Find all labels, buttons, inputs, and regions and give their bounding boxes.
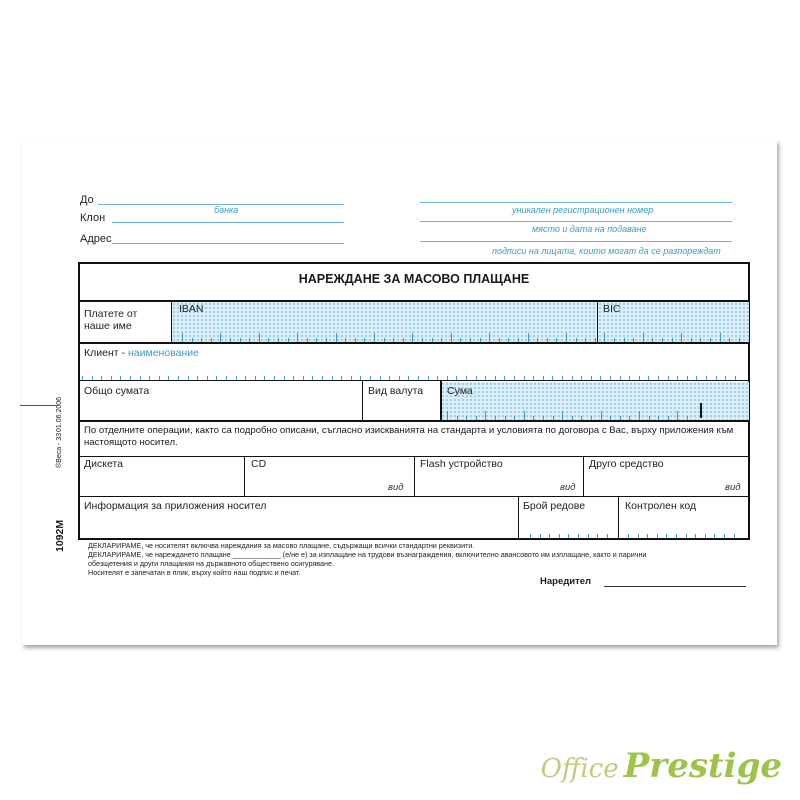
digit-tick: [610, 376, 611, 380]
digit-tick: [101, 376, 102, 380]
declaration-3: обезщетения и други плащания на държавното обществено осигуряване.: [88, 559, 334, 568]
payer-divider: [171, 301, 172, 343]
digit-tick: [226, 376, 227, 380]
digit-tick: [264, 376, 265, 380]
signatures-line[interactable]: [420, 241, 732, 242]
media-row-divider: [78, 496, 750, 497]
digit-tick: [540, 534, 541, 538]
client-label: Клиент -: [84, 347, 125, 359]
digit-tick: [408, 376, 409, 380]
digit-tick: [284, 376, 285, 380]
digit-tick: [528, 333, 529, 342]
digit-tick: [192, 338, 193, 342]
digit-tick: [647, 534, 648, 538]
digit-tick: [547, 338, 548, 342]
diskette-label: Дискета: [84, 458, 123, 470]
digit-tick: [211, 338, 212, 342]
digit-tick: [441, 338, 442, 342]
digit-tick: [297, 333, 298, 342]
digit-tick: [274, 376, 275, 380]
digit-tick: [92, 376, 93, 380]
digit-tick: [120, 376, 121, 380]
office-prestige-logo: [541, 746, 782, 786]
digit-tick: [457, 416, 458, 420]
digit-tick: [259, 333, 260, 342]
cd-type-hint: вид: [388, 482, 404, 493]
other-divider: [583, 456, 584, 496]
digit-tick: [476, 416, 477, 420]
digit-tick: [480, 338, 481, 342]
digit-tick: [197, 376, 198, 380]
print-date: 01.06.2006: [56, 396, 63, 432]
digit-tick: [418, 376, 419, 380]
declaration-2: ДЕКЛАРИРАМЕ, че нареждането плащане ____________ (е/не е) за изплащане на трудови възнаграждения, включително авансовото им изплащане, както и парични: [88, 550, 647, 559]
digit-tick: [384, 338, 385, 342]
digit-tick: [182, 333, 183, 342]
digit-tick: [572, 376, 573, 380]
digit-tick: [562, 376, 563, 380]
digit-tick: [533, 376, 534, 380]
digit-tick: [326, 338, 327, 342]
digit-tick: [188, 376, 189, 380]
digit-tick: [720, 333, 721, 342]
bic-label: BIC: [603, 303, 621, 315]
digit-tick: [714, 534, 715, 538]
control-divider: [618, 496, 619, 538]
digit-tick: [178, 376, 179, 380]
address-line[interactable]: [112, 243, 344, 244]
digit-tick: [537, 338, 538, 342]
unique-reg-hint: уникален регистрационен номер: [512, 205, 654, 215]
digit-tick: [249, 338, 250, 342]
digit-tick: [578, 534, 579, 538]
digit-tick: [403, 338, 404, 342]
digit-tick: [658, 376, 659, 380]
digit-tick: [700, 338, 701, 342]
digit-tick: [288, 338, 289, 342]
digit-tick: [495, 416, 496, 420]
digit-tick: [648, 376, 649, 380]
digit-tick: [553, 416, 554, 420]
place-date-hint: място и дата на подаване: [532, 224, 647, 234]
orderer-label: Наредител: [540, 576, 592, 587]
digit-tick: [568, 534, 569, 538]
amount-decimal-mark: [700, 403, 702, 418]
digit-tick: [293, 376, 294, 380]
digit-tick: [662, 338, 663, 342]
digit-tick: [485, 376, 486, 380]
declaration-1: ДЕКЛАРИРАМЕ, че носителят включва нареждания за масово плащане, съдържащи всички стандартни реквизити.: [88, 541, 475, 550]
digit-tick: [629, 376, 630, 380]
digit-tick: [628, 534, 629, 538]
digit-tick: [220, 333, 221, 342]
digit-tick: [485, 411, 486, 420]
digit-tick: [686, 534, 687, 538]
digit-tick: [734, 534, 735, 538]
digit-tick: [201, 338, 202, 342]
digit-tick: [499, 338, 500, 342]
bank-hint: банка: [214, 205, 239, 215]
digit-tick: [687, 376, 688, 380]
digit-tick: [710, 338, 711, 342]
digit-tick: [576, 338, 577, 342]
digit-tick: [633, 338, 634, 342]
printer-mark: ®Веса - 33: [56, 432, 63, 468]
digit-tick: [556, 338, 557, 342]
digit-tick: [130, 376, 131, 380]
digit-tick: [495, 376, 496, 380]
orderer-signature-line[interactable]: [604, 586, 746, 587]
digit-tick: [595, 338, 596, 342]
digit-tick: [303, 376, 304, 380]
digit-tick: [351, 376, 352, 380]
digit-tick: [322, 376, 323, 380]
place-date-line[interactable]: [420, 221, 732, 222]
digit-tick: [255, 376, 256, 380]
digit-tick: [111, 376, 112, 380]
declaration-4: Носителят е запечатан в плик, върху който наш подпис и печат.: [88, 568, 301, 577]
digit-tick: [437, 376, 438, 380]
payment-order-sheet: [22, 140, 777, 645]
digit-tick: [460, 338, 461, 342]
digit-tick: [600, 376, 601, 380]
digit-tick: [389, 376, 390, 380]
digit-tick: [514, 376, 515, 380]
form-title: НАРЕЖДАНЕ ЗА МАСОВО ПЛАЩАНЕ: [298, 272, 530, 286]
digit-tick: [399, 376, 400, 380]
digit-tick: [140, 376, 141, 380]
digit-tick: [332, 376, 333, 380]
digit-tick: [470, 338, 471, 342]
digit-tick: [681, 333, 682, 342]
digit-tick: [518, 338, 519, 342]
cd-label: CD: [251, 458, 267, 470]
rows-label: Брой редове: [523, 500, 586, 512]
bic-divider: [597, 301, 598, 343]
amount-label: Сума: [447, 385, 473, 397]
digit-tick: [543, 376, 544, 380]
digit-tick: [725, 376, 726, 380]
digit-tick: [668, 376, 669, 380]
digit-tick: [466, 376, 467, 380]
flash-type-hint: вид: [560, 482, 576, 493]
digit-tick: [657, 534, 658, 538]
digit-tick: [278, 338, 279, 342]
digit-tick: [508, 338, 509, 342]
total-label: Общо сумата: [84, 385, 150, 397]
currency-label: Вид валута: [368, 385, 424, 397]
digit-tick: [466, 416, 467, 420]
digit-tick: [652, 338, 653, 342]
info-label: Информация за приложения носител: [84, 500, 267, 512]
fold-mark: [20, 405, 58, 406]
digit-tick: [245, 376, 246, 380]
digit-tick: [638, 534, 639, 538]
digit-tick: [691, 338, 692, 342]
digit-tick: [591, 416, 592, 420]
digit-tick: [588, 534, 589, 538]
address-label: Адрес: [80, 233, 112, 245]
digit-tick: [581, 416, 582, 420]
digit-tick: [552, 376, 553, 380]
digit-tick: [159, 376, 160, 380]
logo-prestige-text: Prestige: [623, 746, 782, 786]
digit-tick: [572, 416, 573, 420]
digit-tick: [447, 376, 448, 380]
operations-text: По отделните операции, както са подробно описани, съгласно изискванията на стандарта и условията по договора с Вас, върху приложения към настоящото носител.: [84, 425, 734, 448]
flash-divider: [414, 456, 415, 496]
flash-label: Flash устройство: [420, 458, 503, 470]
digit-tick: [666, 534, 667, 538]
digit-tick: [643, 333, 644, 342]
client-hint: наименование: [128, 347, 200, 359]
amount-field[interactable]: [441, 382, 749, 420]
digit-tick: [393, 338, 394, 342]
digit-tick: [735, 376, 736, 380]
digit-tick: [739, 338, 740, 342]
branch-label: Клон: [80, 212, 106, 224]
digit-tick: [216, 376, 217, 380]
branch-line[interactable]: [112, 222, 344, 223]
digit-tick: [524, 411, 525, 420]
digit-tick: [412, 333, 413, 342]
digit-tick: [370, 376, 371, 380]
digit-tick: [716, 376, 717, 380]
digit-tick: [672, 338, 673, 342]
rows-divider: [518, 496, 519, 538]
digit-tick: [489, 333, 490, 342]
cd-divider: [244, 456, 245, 496]
digit-tick: [695, 534, 696, 538]
digit-tick: [658, 416, 659, 420]
digit-tick: [639, 411, 640, 420]
digit-tick: [562, 411, 563, 420]
digit-tick: [687, 416, 688, 420]
digit-tick: [360, 376, 361, 380]
digit-tick: [601, 411, 602, 420]
to-label: До: [80, 194, 94, 206]
digit-tick: [559, 534, 560, 538]
digit-tick: [729, 338, 730, 342]
digit-tick: [620, 376, 621, 380]
digit-tick: [706, 376, 707, 380]
digit-tick: [585, 338, 586, 342]
digit-tick: [610, 416, 611, 420]
iban-field[interactable]: [172, 302, 597, 343]
digit-tick: [307, 338, 308, 342]
signatures-hint: подписи на лицата, които могат да се разпореждат: [492, 246, 721, 256]
digit-tick: [597, 534, 598, 538]
other-type-hint: вид: [725, 482, 741, 493]
digit-tick: [620, 416, 621, 420]
digit-tick: [240, 338, 241, 342]
digit-tick: [505, 416, 506, 420]
digit-tick: [82, 376, 83, 380]
logo-office-text: Office: [540, 754, 619, 784]
digit-tick: [696, 376, 697, 380]
digit-tick: [676, 534, 677, 538]
digit-tick: [207, 376, 208, 380]
digit-tick: [677, 411, 678, 420]
digit-tick: [649, 416, 650, 420]
digit-tick: [629, 416, 630, 420]
control-label: Контролен код: [625, 500, 697, 512]
unique-reg-line[interactable]: [420, 202, 732, 203]
digit-tick: [607, 534, 608, 538]
digit-tick: [451, 333, 452, 342]
digit-tick: [504, 376, 505, 380]
digit-tick: [549, 534, 550, 538]
digit-tick: [566, 333, 567, 342]
digit-tick: [336, 333, 337, 342]
digit-tick: [724, 534, 725, 538]
digit-tick: [236, 376, 237, 380]
digit-tick: [268, 338, 269, 342]
digit-tick: [230, 338, 231, 342]
digit-tick: [456, 376, 457, 380]
other-label: Друго средство: [589, 458, 664, 470]
digit-tick: [149, 376, 150, 380]
digit-tick: [428, 376, 429, 380]
client-row-divider: [78, 380, 750, 381]
amount-divider: [440, 381, 442, 421]
digit-tick: [533, 416, 534, 420]
digit-tick: [345, 338, 346, 342]
digit-tick: [530, 534, 531, 538]
digit-tick: [705, 534, 706, 538]
digit-tick: [514, 416, 515, 420]
form-code: 1092M: [54, 519, 66, 552]
digit-tick: [364, 338, 365, 342]
digit-tick: [604, 333, 605, 342]
digit-tick: [624, 338, 625, 342]
digit-tick: [476, 376, 477, 380]
digit-tick: [432, 338, 433, 342]
digit-tick: [581, 376, 582, 380]
digit-tick: [316, 338, 317, 342]
digit-tick: [447, 411, 448, 420]
payer-row-divider: [78, 342, 750, 344]
digit-tick: [677, 376, 678, 380]
digit-tick: [312, 376, 313, 380]
digit-tick: [543, 416, 544, 420]
digit-tick: [668, 416, 669, 420]
digit-tick: [524, 376, 525, 380]
iban-label: IBAN: [179, 303, 204, 315]
digit-tick: [591, 376, 592, 380]
digit-tick: [168, 376, 169, 380]
digit-tick: [614, 338, 615, 342]
total-row-divider: [78, 420, 750, 422]
digit-tick: [374, 333, 375, 342]
digit-tick: [355, 338, 356, 342]
currency-divider: [362, 381, 363, 421]
digit-tick: [380, 376, 381, 380]
digit-tick: [422, 338, 423, 342]
payer-label: Платете от наше име: [84, 308, 138, 332]
digit-tick: [639, 376, 640, 380]
digit-tick: [341, 376, 342, 380]
